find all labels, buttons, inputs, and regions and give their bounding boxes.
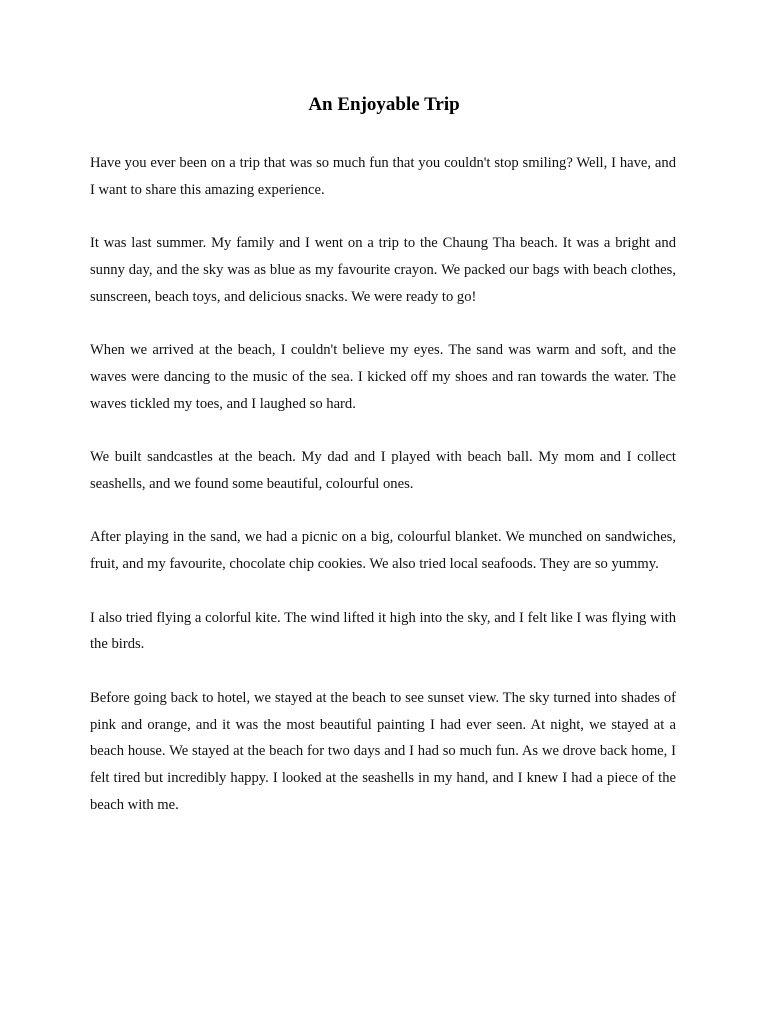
paragraph-4: We built sandcastles at the beach. My dad and I played with beach ball. My mom and I collect seashells, and we found some beautiful, colourful ones. [90, 449, 676, 492]
paragraph-7: Before going back to hotel, we stayed at the beach to see sunset view. The sky turned into shades of pink and orange, and it was the most beautiful painting I had ever seen. At night, we stayed at a beach house. We stayed at the beach for two days and I had so much fun. As we drove back home, I felt tired but incredibly happy. I looked at the seashells in my hand, and I knew I had a piece of the beach with me. [90, 689, 676, 813]
paragraph-6: I also tried flying a colorful kite. The wind lifted it high into the sky, and I felt like I was flying with the birds. [90, 609, 676, 653]
paragraph-5: After playing in the sand, we had a picnic on a big, colourful blanket. We munched on sandwiches, fruit, and my favourite, chocolate chip cookies. We also tried local seafoods. They are so yummy. [90, 529, 676, 573]
document-body [90, 150, 676, 819]
document-title: An Enjoyable Trip [308, 94, 460, 115]
paragraph-2: It was last summer. My family and I went on a trip to the Chaung Tha beach. It was a bright and sunny day, and the sky was as blue as my favourite crayon. We packed our bags with beach clothes, sunscreen, beach toys, and delicious snacks. We were ready to go! [90, 235, 676, 305]
paragraph-3: When we arrived at the beach, I couldn't believe my eyes. The sand was warm and soft, and the waves were dancing to the music of the sea. I kicked off my shoes and ran towards the water. The waves tickled my toes, and I laughed so hard. [90, 342, 676, 412]
paragraph-1: Have you ever been on a trip that was so much fun that you couldn't stop smiling? Well, I have, and I want to share this amazing experience. [90, 155, 676, 198]
